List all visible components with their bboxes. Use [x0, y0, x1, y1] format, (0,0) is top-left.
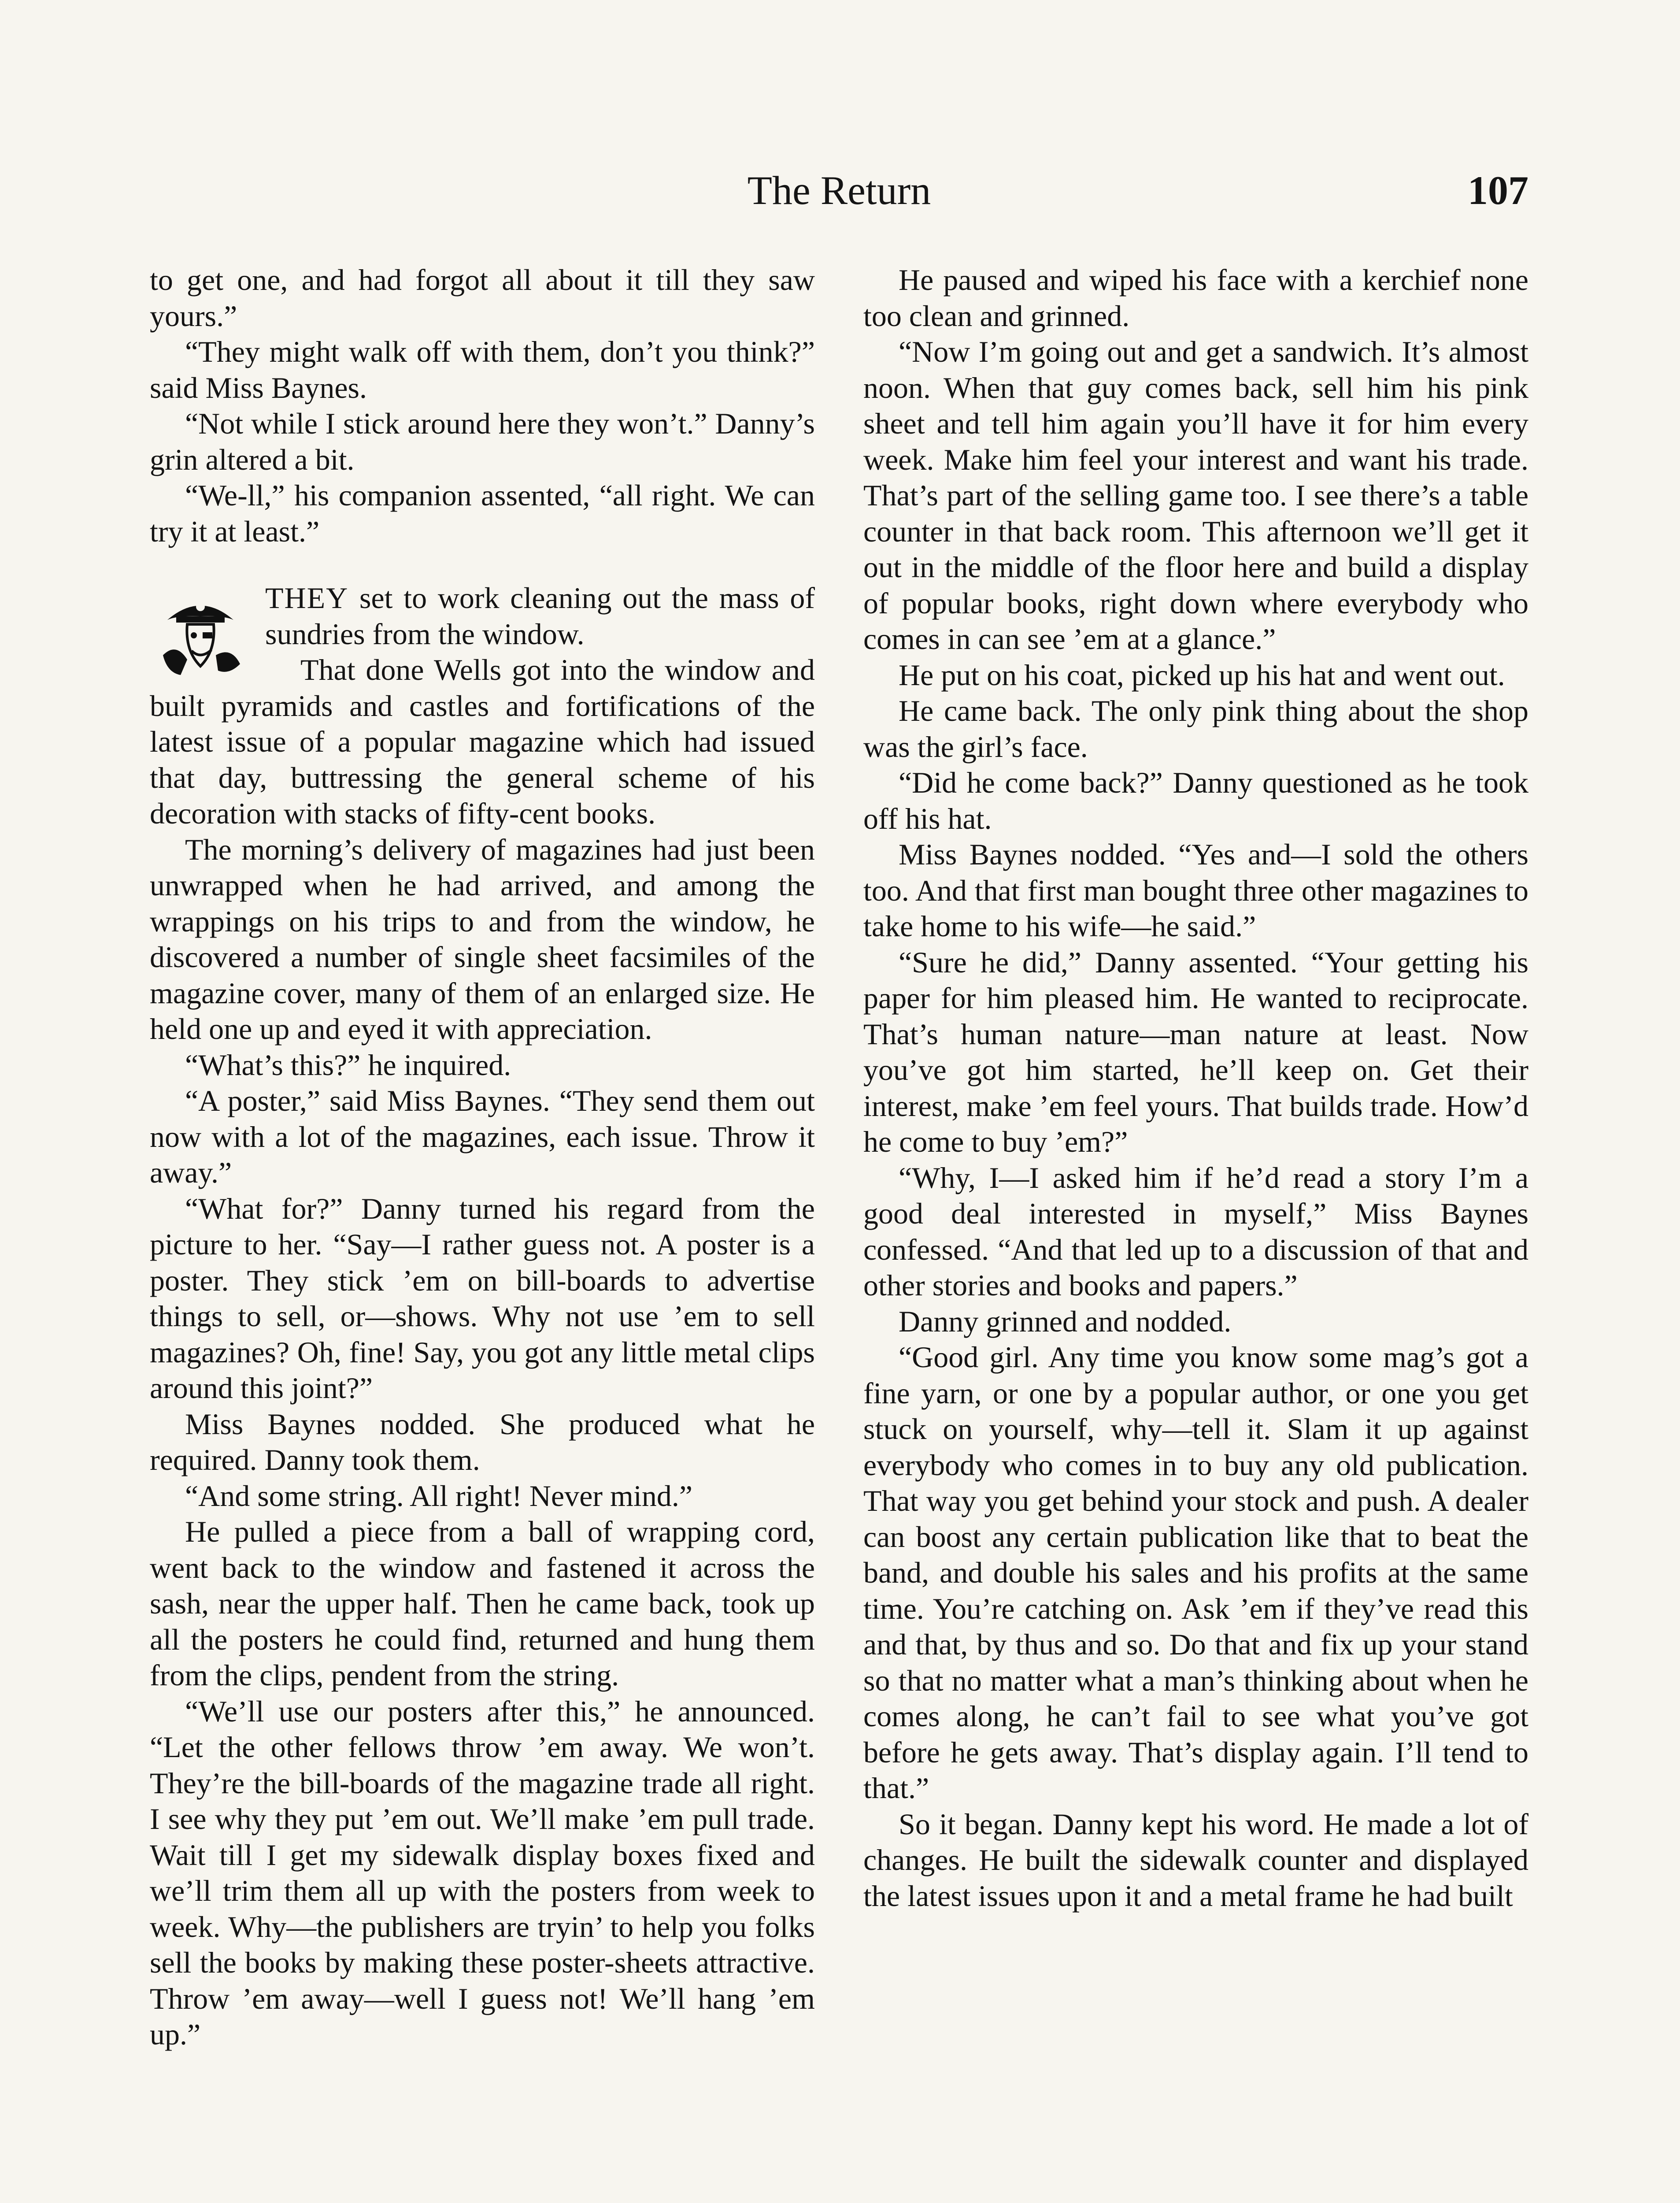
paragraph: That done Wells got into the window and built pyramids and castles and fortifications of the latest issue of a popular magazine which had issued that day, buttressing the general scheme of his decoration with stacks of fifty-cent books. — [150, 653, 815, 830]
paragraph: Miss Baynes nodded. “Yes and—I sold the others too. And that first man bought three other magazines to take home to his wife—he said.” — [863, 838, 1528, 943]
paragraph: “And some string. All right! Never mind.” — [185, 1479, 693, 1513]
running-header — [150, 164, 1528, 217]
paragraph: Miss Baynes nodded. She produced what he required. Danny took them. — [150, 1407, 815, 1476]
paragraph: “They might walk off with them, don’t you think?” said Miss Baynes. — [150, 335, 815, 404]
paragraph: The morning’s delivery of magazines had just been unwrapped when he had arrived, and among the wrappings on his trips to and from the window, he discovered a number of single sheet facsimiles of the magazine cover, many of them of an enlarged size. He held one up and eyed it with appreciation. — [150, 832, 815, 1046]
paragraph: “Did he come back?” Danny questioned as he took off his hat. — [863, 766, 1528, 835]
paragraph: “Now I’m going out and get a sandwich. It’s almost noon. When that guy comes back, sell him his pink sheet and tell him again you’ll have it for him every week. Make him feel your interest and want his trade. That’s part of the selling game too. I see there’s a table counter in that back room. This afternoon we’ll get it out in the middle of the floor here and build a display of popular books, right down where everybody who comes in can see ’em at a glance.” — [863, 335, 1528, 656]
paragraph: “What for?” Danny turned his regard from the picture to her. “Say—I rather guess not. A poster is a poster. They stick ’em on bill-boards to advertise things to sell, or—shows. Why not use ’em to sell magazines? Oh, fine! Say, you got any little metal clips around this joint?” — [150, 1191, 815, 1405]
page-number: 107 — [1468, 168, 1528, 213]
paragraph: to get one, and had forgot all about it till they saw yours.” — [150, 263, 815, 333]
paragraph: Danny grinned and nodded. — [899, 1304, 1232, 1338]
paragraph: “Sure he did,” Danny assented. “Your getting his paper for him pleased him. He wanted to reciprocate. That’s human nature—man nature at least. Now you’ve got him started, he’ll keep on. Get their interest, make ’em feel yours. That builds trade. How’d he come to buy ’em?” — [863, 945, 1528, 1158]
paragraph: So it began. Danny kept his word. He made a lot of changes. He built the sidewalk counter and displayed the latest issues upon it and a metal frame he had built — [863, 1807, 1528, 1913]
paragraph: “We-ll,” his companion assented, “all right. We can try it at least.” — [150, 478, 815, 548]
paragraph: “We’ll use our posters after this,” he announced. “Let the other fellows throw ’em away. We won’t. They’re the bill-boards of the magazine trade all right. I see why they put ’em out. We’ll make ’em pull trade. Wait till I get my sidewalk display boxes fixed and we’ll trim them all up with the posters from week to week. Why—the publishers are tryin’ to help you folks sell the books by making these poster-sheets attractive. Throw ’em away—well I guess not! We’ll hang ’em up.” — [150, 1694, 815, 2051]
right-column — [863, 262, 1528, 1914]
paragraph: “What’s this?” he inquired. — [185, 1048, 511, 1082]
paragraph: He pulled a piece from a ball of wrapping cord, went back to the window and fastened it across the sash, near the upper half. Then he came back, took up all the posters he could find, returned and hung them from the clips, pendent from the string. — [150, 1515, 815, 1692]
chapter-title: The Return — [747, 168, 931, 213]
paragraph: “Good girl. Any time you know some mag’s got a fine yarn, or one by a popular author, or one you get stuck on yourself, why—tell it. Slam it up against everybody who comes in to buy any old publication. That way you get behind your stock and push. A dealer can boost any certain publication like that to beat the band, and double his sales and his profits at the same time. You’re catching on. Ask ’em if they’ve read this and that, by thus and so. Do that and fix up your stand so that no matter what a man’s thinking about when he comes along, he can’t fail to see what you’ve got before he gets away. That’s display again. I’ll tend to that.” — [863, 1340, 1528, 1805]
paragraph: “Not while I stick around here they won’t.” Danny’s grin altered a bit. — [150, 407, 815, 476]
paragraph: “Why, I—I asked him if he’d read a story I’m a good deal interested in myself,” Miss Baynes confessed. “And that led up to a discussion of that and other stories and books and papers.” — [863, 1161, 1528, 1302]
pirate-vignette-icon — [150, 589, 251, 677]
paragraph: He came back. The only pink thing about the shop was the girl’s face. — [863, 694, 1528, 764]
paragraph: He put on his coat, picked up his hat and went out. — [899, 658, 1505, 692]
paragraph: “A poster,” said Miss Baynes. “They send them out now with a lot of the magazines, each issue. Throw it away.” — [150, 1084, 815, 1189]
section-lead-rest: set to work cleaning out the mass of sundries from the window. — [265, 581, 815, 651]
left-column — [150, 262, 815, 2053]
section-opening-paragraph — [150, 580, 815, 652]
section-lead-word: THEY — [265, 581, 349, 615]
paragraph: He paused and wiped his face with a kerchief none too clean and grinned. — [863, 263, 1528, 333]
